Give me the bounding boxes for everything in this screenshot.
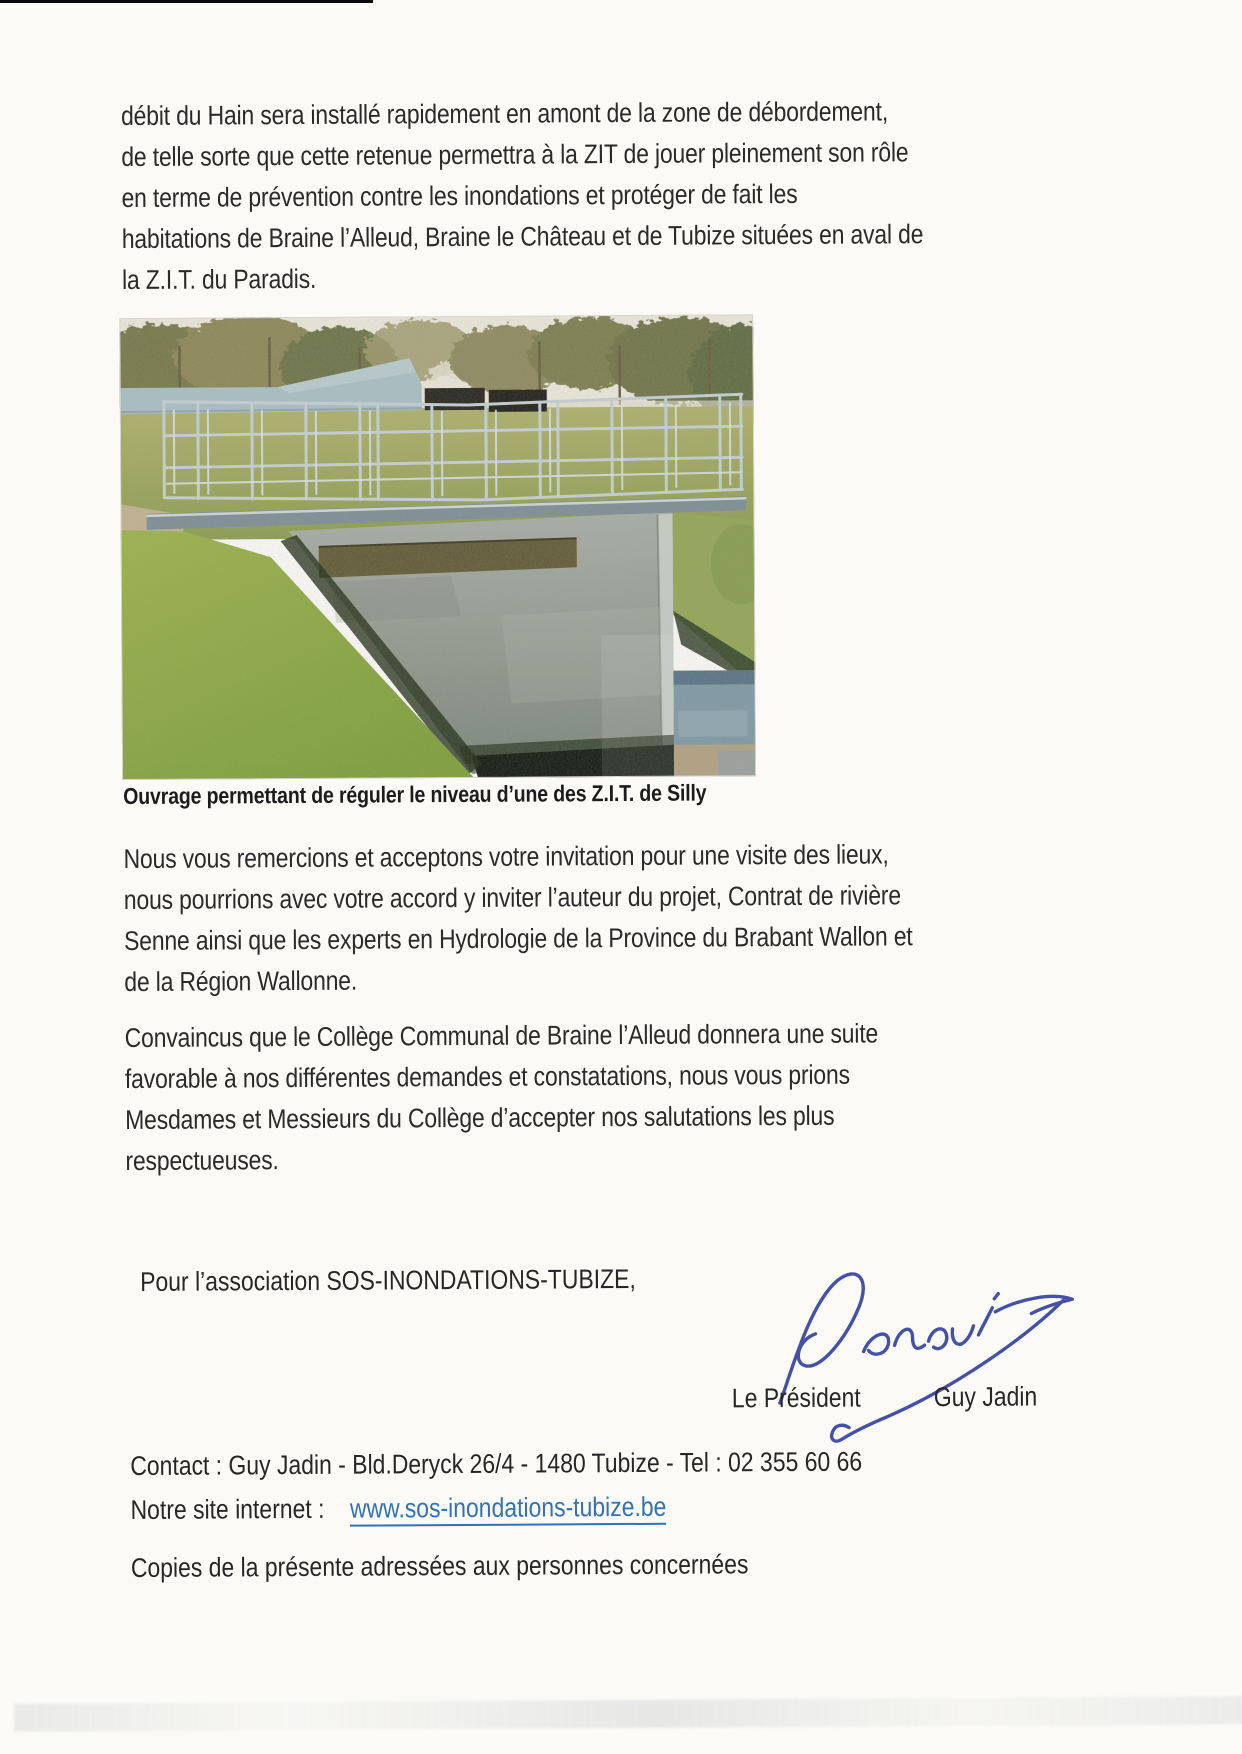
text-line: débit du Hain sera installé rapidement en amont de la zone de débordement,	[120, 96, 889, 132]
text-line: nous pourrions avec votre accord y inviter l’auteur du projet, Contrat de rivière	[123, 880, 902, 916]
president-name: Guy Jadin	[933, 1381, 1038, 1413]
text-line: en terme de prévention contre les inondations et protéger de fait les	[121, 178, 798, 214]
text-line: respectueuses.	[125, 1145, 279, 1177]
signature-guy-jadin	[745, 1243, 1076, 1450]
text-line: Mesdames et Messieurs du Collège d’accepter nos salutations les plus	[125, 1100, 835, 1136]
text-line: Nous vous remercions et acceptons votre invitation pour une visite des lieux,	[123, 839, 889, 875]
paragraph-intro	[121, 91, 924, 301]
text-line: favorable à nos différentes demandes et constatations, nous vous prions	[124, 1059, 850, 1095]
photo-regulation-structure	[119, 314, 756, 780]
website-link[interactable]: www.sos-inondations-tubize.be	[350, 1492, 667, 1527]
contact-line: Contact : Guy Jadin - Bld.Deryck 26/4 - 1480 Tubize - Tel : 02 355 60 66	[130, 1446, 863, 1482]
president-label: Le Président	[731, 1382, 861, 1414]
website-label: Notre site internet :	[130, 1493, 325, 1526]
text-line: de la Région Wallonne.	[124, 965, 358, 998]
scan-artifact-mark	[0, 0, 373, 3]
text-line: la Z.I.T. du Paradis.	[121, 263, 317, 296]
text-line: Senne ainsi que les experts en Hydrologie de la Province du Brabant Wallon et	[123, 921, 913, 957]
association-line: Pour l’association SOS-INONDATIONS-TUBIZE,	[140, 1263, 636, 1297]
photo-caption: Ouvrage permettant de réguler le niveau d’une des Z.I.T. de Silly	[123, 779, 707, 810]
copies-line: Copies de la présente adressées aux personnes concernées	[130, 1549, 749, 1584]
photo-illustration	[119, 314, 756, 780]
paragraph-thanks	[123, 834, 913, 1003]
scan-noise-band	[14, 1696, 1242, 1732]
text-line: habitations de Braine l’Alleud, Braine le Château et de Tubize situées en aval de	[121, 219, 924, 255]
text-line: Convaincus que le Collège Communal de Braine l’Alleud donnera une suite	[124, 1018, 879, 1054]
text-line: de telle sorte que cette retenue permettra à la ZIT de jouer pleinement son rôle	[121, 137, 909, 173]
paragraph-closing	[125, 1013, 879, 1182]
website-line	[130, 1492, 666, 1526]
